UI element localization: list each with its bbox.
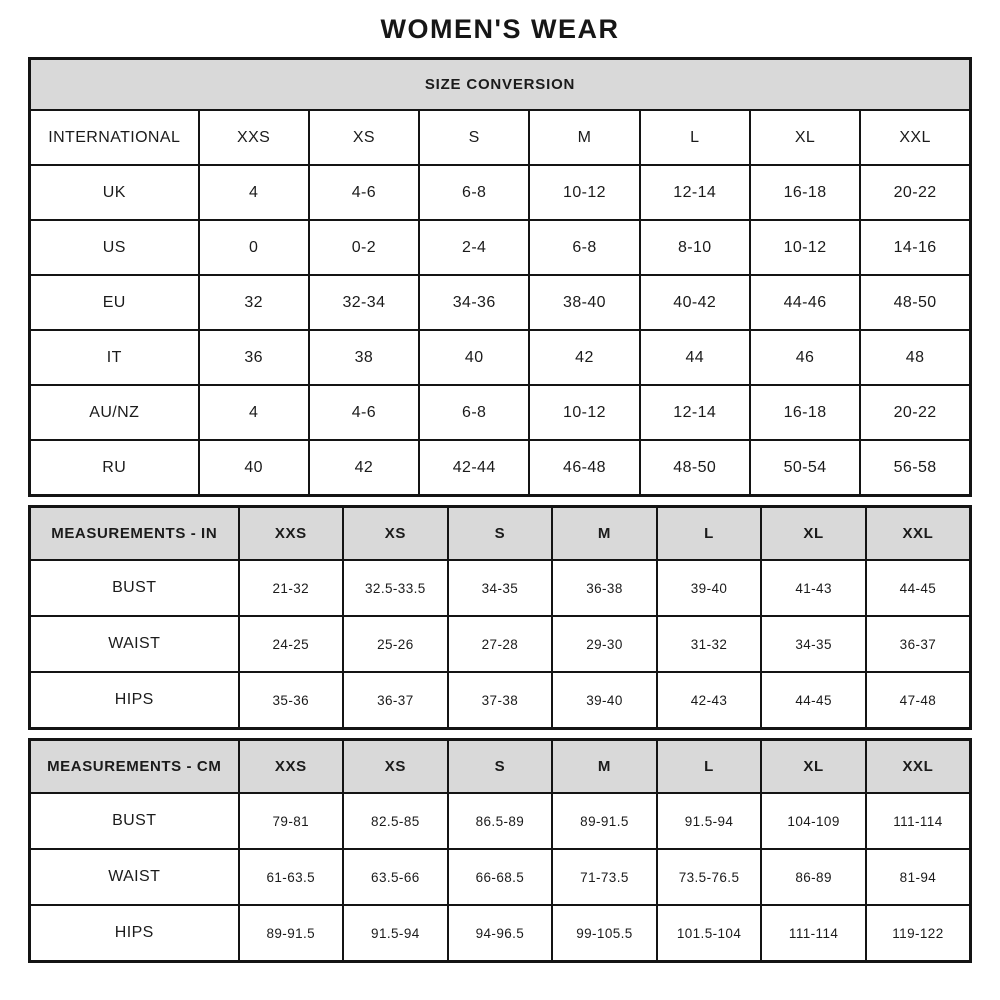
value-cell: 66-68.5 (448, 849, 553, 905)
column-header-cell: XXL (866, 507, 971, 561)
value-cell: 21-32 (239, 560, 344, 616)
value-cell: 94-96.5 (448, 905, 553, 962)
row-label-cell: BUST (30, 793, 239, 849)
row-label-cell: UK (30, 165, 199, 220)
value-cell: 40-42 (640, 275, 750, 330)
value-cell: 10-12 (529, 385, 639, 440)
value-cell: 104-109 (761, 793, 866, 849)
value-cell: 38-40 (529, 275, 639, 330)
value-cell: 4 (199, 385, 309, 440)
column-header-cell: XS (343, 740, 448, 794)
row-label-cell: WAIST (30, 849, 239, 905)
value-cell: 36-37 (343, 672, 448, 729)
value-cell: XXL (860, 110, 970, 165)
value-cell: XXS (199, 110, 309, 165)
value-cell: 6-8 (419, 385, 529, 440)
value-cell: 4 (199, 165, 309, 220)
value-cell: 25-26 (343, 616, 448, 672)
value-cell: 39-40 (552, 672, 657, 729)
value-cell: 12-14 (640, 385, 750, 440)
value-cell: 47-48 (866, 672, 971, 729)
table-row (30, 110, 971, 165)
column-header-cell: XXS (239, 507, 344, 561)
value-cell: 48 (860, 330, 970, 385)
value-cell: 44 (640, 330, 750, 385)
table-row (30, 275, 971, 330)
value-cell: 91.5-94 (343, 905, 448, 962)
value-cell: 82.5-85 (343, 793, 448, 849)
column-header-cell: M (552, 507, 657, 561)
value-cell: XS (309, 110, 419, 165)
value-cell: 40 (419, 330, 529, 385)
value-cell: 119-122 (866, 905, 971, 962)
value-cell: 6-8 (419, 165, 529, 220)
row-label-cell: US (30, 220, 199, 275)
column-header-cell: M (552, 740, 657, 794)
value-cell: 12-14 (640, 165, 750, 220)
value-cell: 37-38 (448, 672, 553, 729)
column-header-cell: XXL (866, 740, 971, 794)
value-cell: 14-16 (860, 220, 970, 275)
value-cell: 10-12 (529, 165, 639, 220)
row-label-cell: IT (30, 330, 199, 385)
table-row (30, 507, 971, 561)
measurements-in-table (28, 505, 972, 730)
value-cell: 79-81 (239, 793, 344, 849)
table-row (30, 385, 971, 440)
value-cell: 56-58 (860, 440, 970, 496)
value-cell: 71-73.5 (552, 849, 657, 905)
table-row (30, 330, 971, 385)
value-cell: 38 (309, 330, 419, 385)
value-cell: 63.5-66 (343, 849, 448, 905)
value-cell: 44-45 (761, 672, 866, 729)
table-row (30, 672, 971, 729)
table-title-cell: MEASUREMENTS - IN (30, 507, 239, 561)
column-header-cell: XXS (239, 740, 344, 794)
row-label-cell: WAIST (30, 616, 239, 672)
value-cell: 42-43 (657, 672, 762, 729)
value-cell: 50-54 (750, 440, 860, 496)
row-label-cell: RU (30, 440, 199, 496)
value-cell: 4-6 (309, 165, 419, 220)
row-label-cell: EU (30, 275, 199, 330)
value-cell: 91.5-94 (657, 793, 762, 849)
size-conversion-table (28, 57, 972, 497)
column-header-cell: S (448, 507, 553, 561)
value-cell: M (529, 110, 639, 165)
value-cell: 20-22 (860, 165, 970, 220)
value-cell: 73.5-76.5 (657, 849, 762, 905)
value-cell: 27-28 (448, 616, 553, 672)
table-gap (28, 730, 972, 738)
value-cell: 81-94 (866, 849, 971, 905)
table-row (30, 440, 971, 496)
value-cell: 10-12 (750, 220, 860, 275)
value-cell: 99-105.5 (552, 905, 657, 962)
value-cell: 44-46 (750, 275, 860, 330)
value-cell: 2-4 (419, 220, 529, 275)
value-cell: 61-63.5 (239, 849, 344, 905)
value-cell: S (419, 110, 529, 165)
value-cell: 39-40 (657, 560, 762, 616)
value-cell: 44-45 (866, 560, 971, 616)
table-row (30, 849, 971, 905)
value-cell: 89-91.5 (239, 905, 344, 962)
measurements-cm-table (28, 738, 972, 963)
column-header-cell: XL (761, 740, 866, 794)
value-cell: 42 (529, 330, 639, 385)
row-label-cell: AU/NZ (30, 385, 199, 440)
value-cell: 111-114 (866, 793, 971, 849)
value-cell: 24-25 (239, 616, 344, 672)
table-row (30, 793, 971, 849)
value-cell: 35-36 (239, 672, 344, 729)
value-cell: 32-34 (309, 275, 419, 330)
value-cell: 16-18 (750, 385, 860, 440)
value-cell: 86-89 (761, 849, 866, 905)
value-cell: 36 (199, 330, 309, 385)
value-cell: 29-30 (552, 616, 657, 672)
value-cell: 111-114 (761, 905, 866, 962)
table-row (30, 165, 971, 220)
table-row (30, 616, 971, 672)
value-cell: 86.5-89 (448, 793, 553, 849)
table-gap (28, 497, 972, 505)
value-cell: 46 (750, 330, 860, 385)
value-cell: 0-2 (309, 220, 419, 275)
value-cell: 6-8 (529, 220, 639, 275)
column-header-cell: L (657, 740, 762, 794)
value-cell: 4-6 (309, 385, 419, 440)
table-row (30, 59, 971, 111)
value-cell: 48-50 (860, 275, 970, 330)
table-title-cell: MEASUREMENTS - CM (30, 740, 239, 794)
value-cell: 89-91.5 (552, 793, 657, 849)
row-label-cell: INTERNATIONAL (30, 110, 199, 165)
value-cell: 42-44 (419, 440, 529, 496)
table-row (30, 220, 971, 275)
value-cell: 32.5-33.5 (343, 560, 448, 616)
value-cell: 41-43 (761, 560, 866, 616)
column-header-cell: XL (761, 507, 866, 561)
value-cell: 36-38 (552, 560, 657, 616)
value-cell: 16-18 (750, 165, 860, 220)
value-cell: 48-50 (640, 440, 750, 496)
value-cell: 36-37 (866, 616, 971, 672)
table-title-cell: SIZE CONVERSION (30, 59, 971, 111)
value-cell: 101.5-104 (657, 905, 762, 962)
value-cell: L (640, 110, 750, 165)
value-cell: 20-22 (860, 385, 970, 440)
value-cell: 31-32 (657, 616, 762, 672)
value-cell: 8-10 (640, 220, 750, 275)
value-cell: 46-48 (529, 440, 639, 496)
value-cell: 34-36 (419, 275, 529, 330)
value-cell: 0 (199, 220, 309, 275)
value-cell: 34-35 (761, 616, 866, 672)
row-label-cell: BUST (30, 560, 239, 616)
column-header-cell: S (448, 740, 553, 794)
value-cell: XL (750, 110, 860, 165)
row-label-cell: HIPS (30, 905, 239, 962)
table-row (30, 740, 971, 794)
value-cell: 40 (199, 440, 309, 496)
value-cell: 32 (199, 275, 309, 330)
column-header-cell: XS (343, 507, 448, 561)
value-cell: 34-35 (448, 560, 553, 616)
row-label-cell: HIPS (30, 672, 239, 729)
table-row (30, 905, 971, 962)
page-title: WOMEN'S WEAR (380, 14, 620, 44)
column-header-cell: L (657, 507, 762, 561)
value-cell: 42 (309, 440, 419, 496)
table-row (30, 560, 971, 616)
